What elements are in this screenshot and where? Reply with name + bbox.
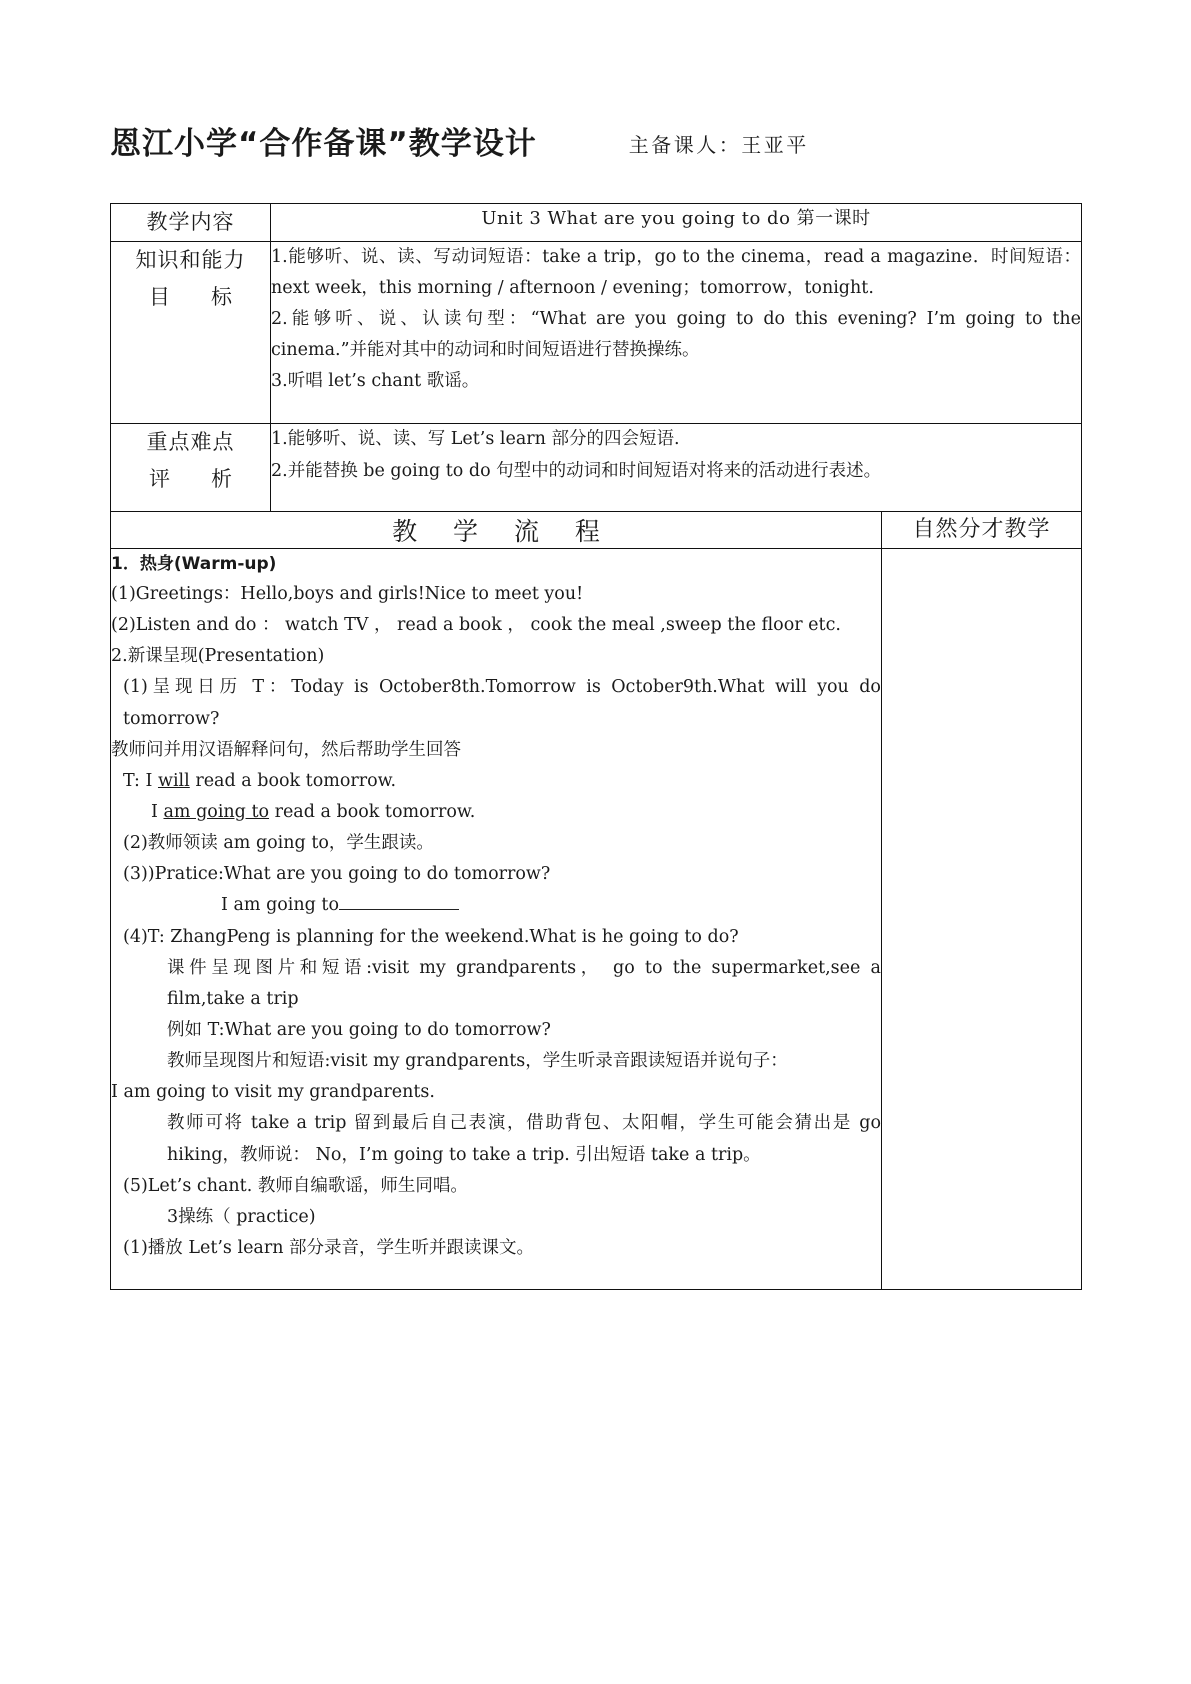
flow-line-8-prefix: I: [151, 801, 164, 822]
flow-line-15: 教师呈现图片和短语:visit my grandparents，学生听录音跟读短语并说句子：: [167, 1051, 788, 1072]
objective-item-2: 2.能够听、说、认读句型：“What are you going to do this evening? I’m going to the cinema.”并能对其中的动词和时间短语进行替换操练。: [271, 309, 1081, 361]
flow-line-6: 教师问并用汉语解释问句，然后帮助学生回答: [111, 739, 461, 760]
fill-in-blank: [339, 895, 459, 910]
flow-line-11-text: I am going to: [221, 895, 340, 916]
table-row-objectives: [111, 241, 1082, 424]
table-row-flow-header: [111, 511, 1082, 548]
flow-line-18: (5)Let’s chant. 教师自编歌谣，师生同唱。: [123, 1175, 468, 1196]
key-points-label-line1: 重点难点: [146, 430, 235, 455]
lesson-plan-table: [110, 203, 1082, 1290]
key-point-item-2: 2.并能替换 be going to do 句型中的动词和时间短语对将来的活动进行表述。: [271, 460, 882, 481]
flow-line-7: [111, 766, 881, 797]
flow-line-14: 例如 T:What are you going to do tomorrow?: [167, 1019, 551, 1040]
objectives-content: [271, 241, 1082, 424]
row-label-objectives: [111, 241, 271, 424]
flow-line-7-prefix: T: I: [123, 770, 158, 791]
teaching-content-value: Unit 3 What are you going to do 第一课时: [271, 204, 1082, 242]
flow-line-13: 课件呈现图片和短语:visit my grandparents， go to the supermarket,see a film,take a trip: [167, 957, 881, 1009]
objectives-trailing-space: [271, 397, 1081, 423]
objectives-label-line1: 知识和能力: [135, 247, 246, 272]
flow-line-5: (1)呈现日历 T：Today is October8th.Tomorrow is October9th.What will you do tomorrow?: [123, 677, 881, 729]
flow-line-8-suffix: read a book tomorrow.: [269, 801, 476, 822]
flow-line-1: 1．热身(Warm-up): [111, 553, 277, 574]
key-points-trailing-space: [271, 487, 1081, 511]
flow-line-20: (1)播放 Let’s learn 部分录音，学生听并跟读课文。: [123, 1237, 535, 1258]
flow-side-note: [881, 548, 1081, 1289]
flow-line-17: 教师可将 take a trip 留到最后自己表演，借助背包、太阳帽，学生可能会猜出是 go hiking，教师说： No，I’m going to take a trip. 引出短语 take a trip。: [167, 1113, 881, 1165]
author-label: 主备课人：王亚平: [628, 133, 809, 157]
flow-line-9: (2)教师领读 am going to，学生跟读。: [123, 833, 434, 854]
document-header: [110, 118, 1085, 163]
flow-line-10: (3))Pratice:What are you going to do tomorrow?: [123, 864, 551, 885]
flow-line-8: [111, 797, 881, 828]
flow-line-2: (1)Greetings：Hello,boys and girls!Nice to meet you!: [111, 583, 584, 604]
key-point-item-1: 1.能够听、说、读、写 Let’s learn 部分的四会短语.: [271, 429, 680, 450]
table-row-key-points: [111, 424, 1082, 511]
flow-header-title: 教 学 流 程: [111, 511, 882, 548]
key-points-content: [271, 424, 1082, 511]
flow-body: [111, 548, 882, 1289]
flow-header-side: 自然分才教学: [881, 511, 1081, 548]
row-label-key-points: [111, 424, 271, 511]
underlined-am-going-to: am going to: [163, 801, 270, 822]
table-row-teaching-content: [111, 204, 1082, 242]
flow-line-11: [111, 890, 881, 921]
flow-line-7-suffix: read a book tomorrow.: [189, 770, 397, 791]
objective-item-1: 1.能够听、说、读、写动词短语：take a trip，go to the cinema，read a magazine．时间短语：next week，this morning / afternoon / evening；tomorrow，tonight.: [271, 246, 1081, 298]
table-row-flow-body: [111, 548, 1082, 1289]
page-title: 恩江小学“合作备课”教学设计: [110, 126, 537, 162]
flow-line-12: (4)T: ZhangPeng is planning for the weekend.What is he going to do?: [123, 926, 739, 947]
objectives-label-line2: 目 标: [149, 284, 242, 309]
flow-line-3: (2)Listen and do ： watch TV ， read a book ， cook the meal ,sweep the floor etc.: [111, 615, 841, 636]
flow-line-16: I am going to visit my grandparents.: [111, 1082, 435, 1103]
objective-item-3: 3.听唱 let’s chant 歌谣。: [271, 371, 480, 392]
flow-line-4: 2.新课呈现(Presentation): [111, 646, 325, 667]
flow-line-19: 3操练（ practice): [167, 1206, 316, 1227]
underlined-will: will: [157, 770, 190, 791]
row-label-teaching-content: 教学内容: [111, 204, 271, 242]
key-points-label-line2: 评 析: [149, 467, 242, 492]
